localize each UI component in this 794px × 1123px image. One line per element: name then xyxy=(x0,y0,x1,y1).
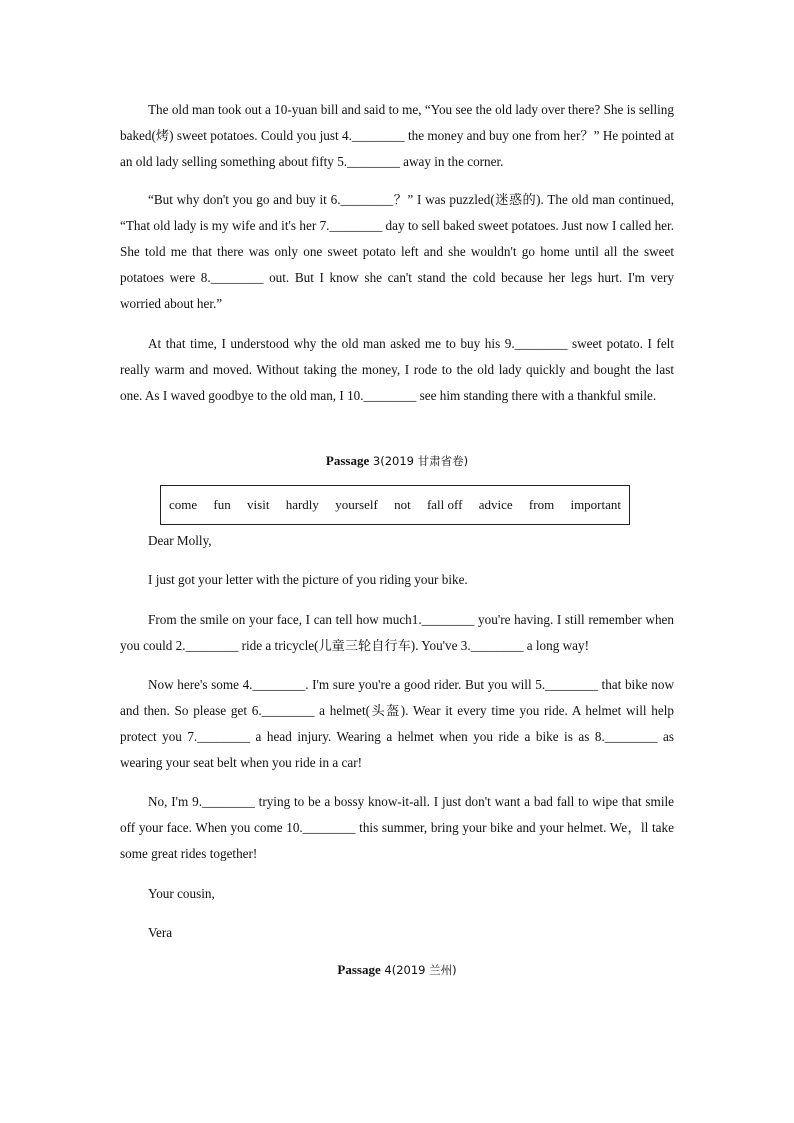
word-bank-item: yourself xyxy=(335,497,378,512)
word-bank-item: come xyxy=(169,497,198,512)
letter-greeting: Dear Molly, xyxy=(148,533,212,548)
passage4-heading xyxy=(0,962,794,978)
passage2-paragraph-3: At that time, I understood why the old man asked me to buy his 9.________ sweet potato. I felt really warm and moved. Without taking the money, I rode to the old lady quickly and bought the last one. As I waved goodbye to the old man, I 10.________ see him standing there with a thankful smile. xyxy=(120,336,674,403)
passage4-heading-source: 4(2019 兰州) xyxy=(380,963,457,977)
passage3-heading xyxy=(0,453,794,469)
passage4-heading-label: Passage xyxy=(337,962,381,977)
passage3-heading-label: Passage xyxy=(325,453,370,468)
word-bank-item: fun xyxy=(213,497,231,512)
letter-closing: Your cousin, xyxy=(148,886,215,901)
letter-paragraph-3: Now here's some 4.________. I'm sure you're a good rider. But you will 5.________ that bike now and then. So please get 6.________ a helmet(头盔). Wear it every time you ride. A helmet will help protect you 7.________ a head injury. Wearing a helmet when you ride a bike is as 8.________ as wearing your seat belt when you ride in a car! xyxy=(120,677,674,770)
word-bank-item: fall off xyxy=(426,497,463,512)
letter-paragraph-4: No, I'm 9.________ trying to be a bossy know-it-all. I just don't want a bad fall to wipe that smile off your face. When you come 10.________ this summer, bring your bike and your helmet. We，ll take some great rides together! xyxy=(120,794,674,861)
letter-paragraph-2: From the smile on your face, I can tell how much1.________ you're having. I still remember when you could 2.________ ride a tricycle(儿童三轮自行车). You've 3.________ a long way! xyxy=(120,612,674,653)
letter-signature: Vera xyxy=(148,925,173,940)
word-bank-item: visit xyxy=(247,497,270,512)
word-bank-item: advice xyxy=(478,497,513,512)
word-bank-item: not xyxy=(394,497,411,512)
word-bank-box xyxy=(160,485,630,525)
word-bank-item: hardly xyxy=(285,497,319,512)
word-bank-item: from xyxy=(528,497,555,512)
word-bank-item: important xyxy=(570,497,621,512)
passage3-heading-source: 3(2019 甘肃省卷) xyxy=(369,454,469,468)
letter-paragraph-1: I just got your letter with the picture of you riding your bike. xyxy=(148,572,468,587)
passage2-paragraph-1: The old man took out a 10-yuan bill and said to me, “You see the old lady over there? She is selling baked(烤) sweet potatoes. Could you just 4.________ the money and buy one from her？” He pointed at an old lady selling something about fifty 5.________ away in the corner. xyxy=(120,102,674,169)
passage2-paragraph-2: “But why don't you go and buy it 6.________？” I was puzzled(迷惑的). The old man continued, “That old lady is my wife and it's her 7.________ day to sell baked sweet potatoes. Just now I called her. She told me that there was only one sweet potato left and she wouldn't go home until all the sweet potatoes were 8.________ out. But I know she can't stand the cold because her legs hurt. I'm very worried about her.” xyxy=(120,192,674,311)
